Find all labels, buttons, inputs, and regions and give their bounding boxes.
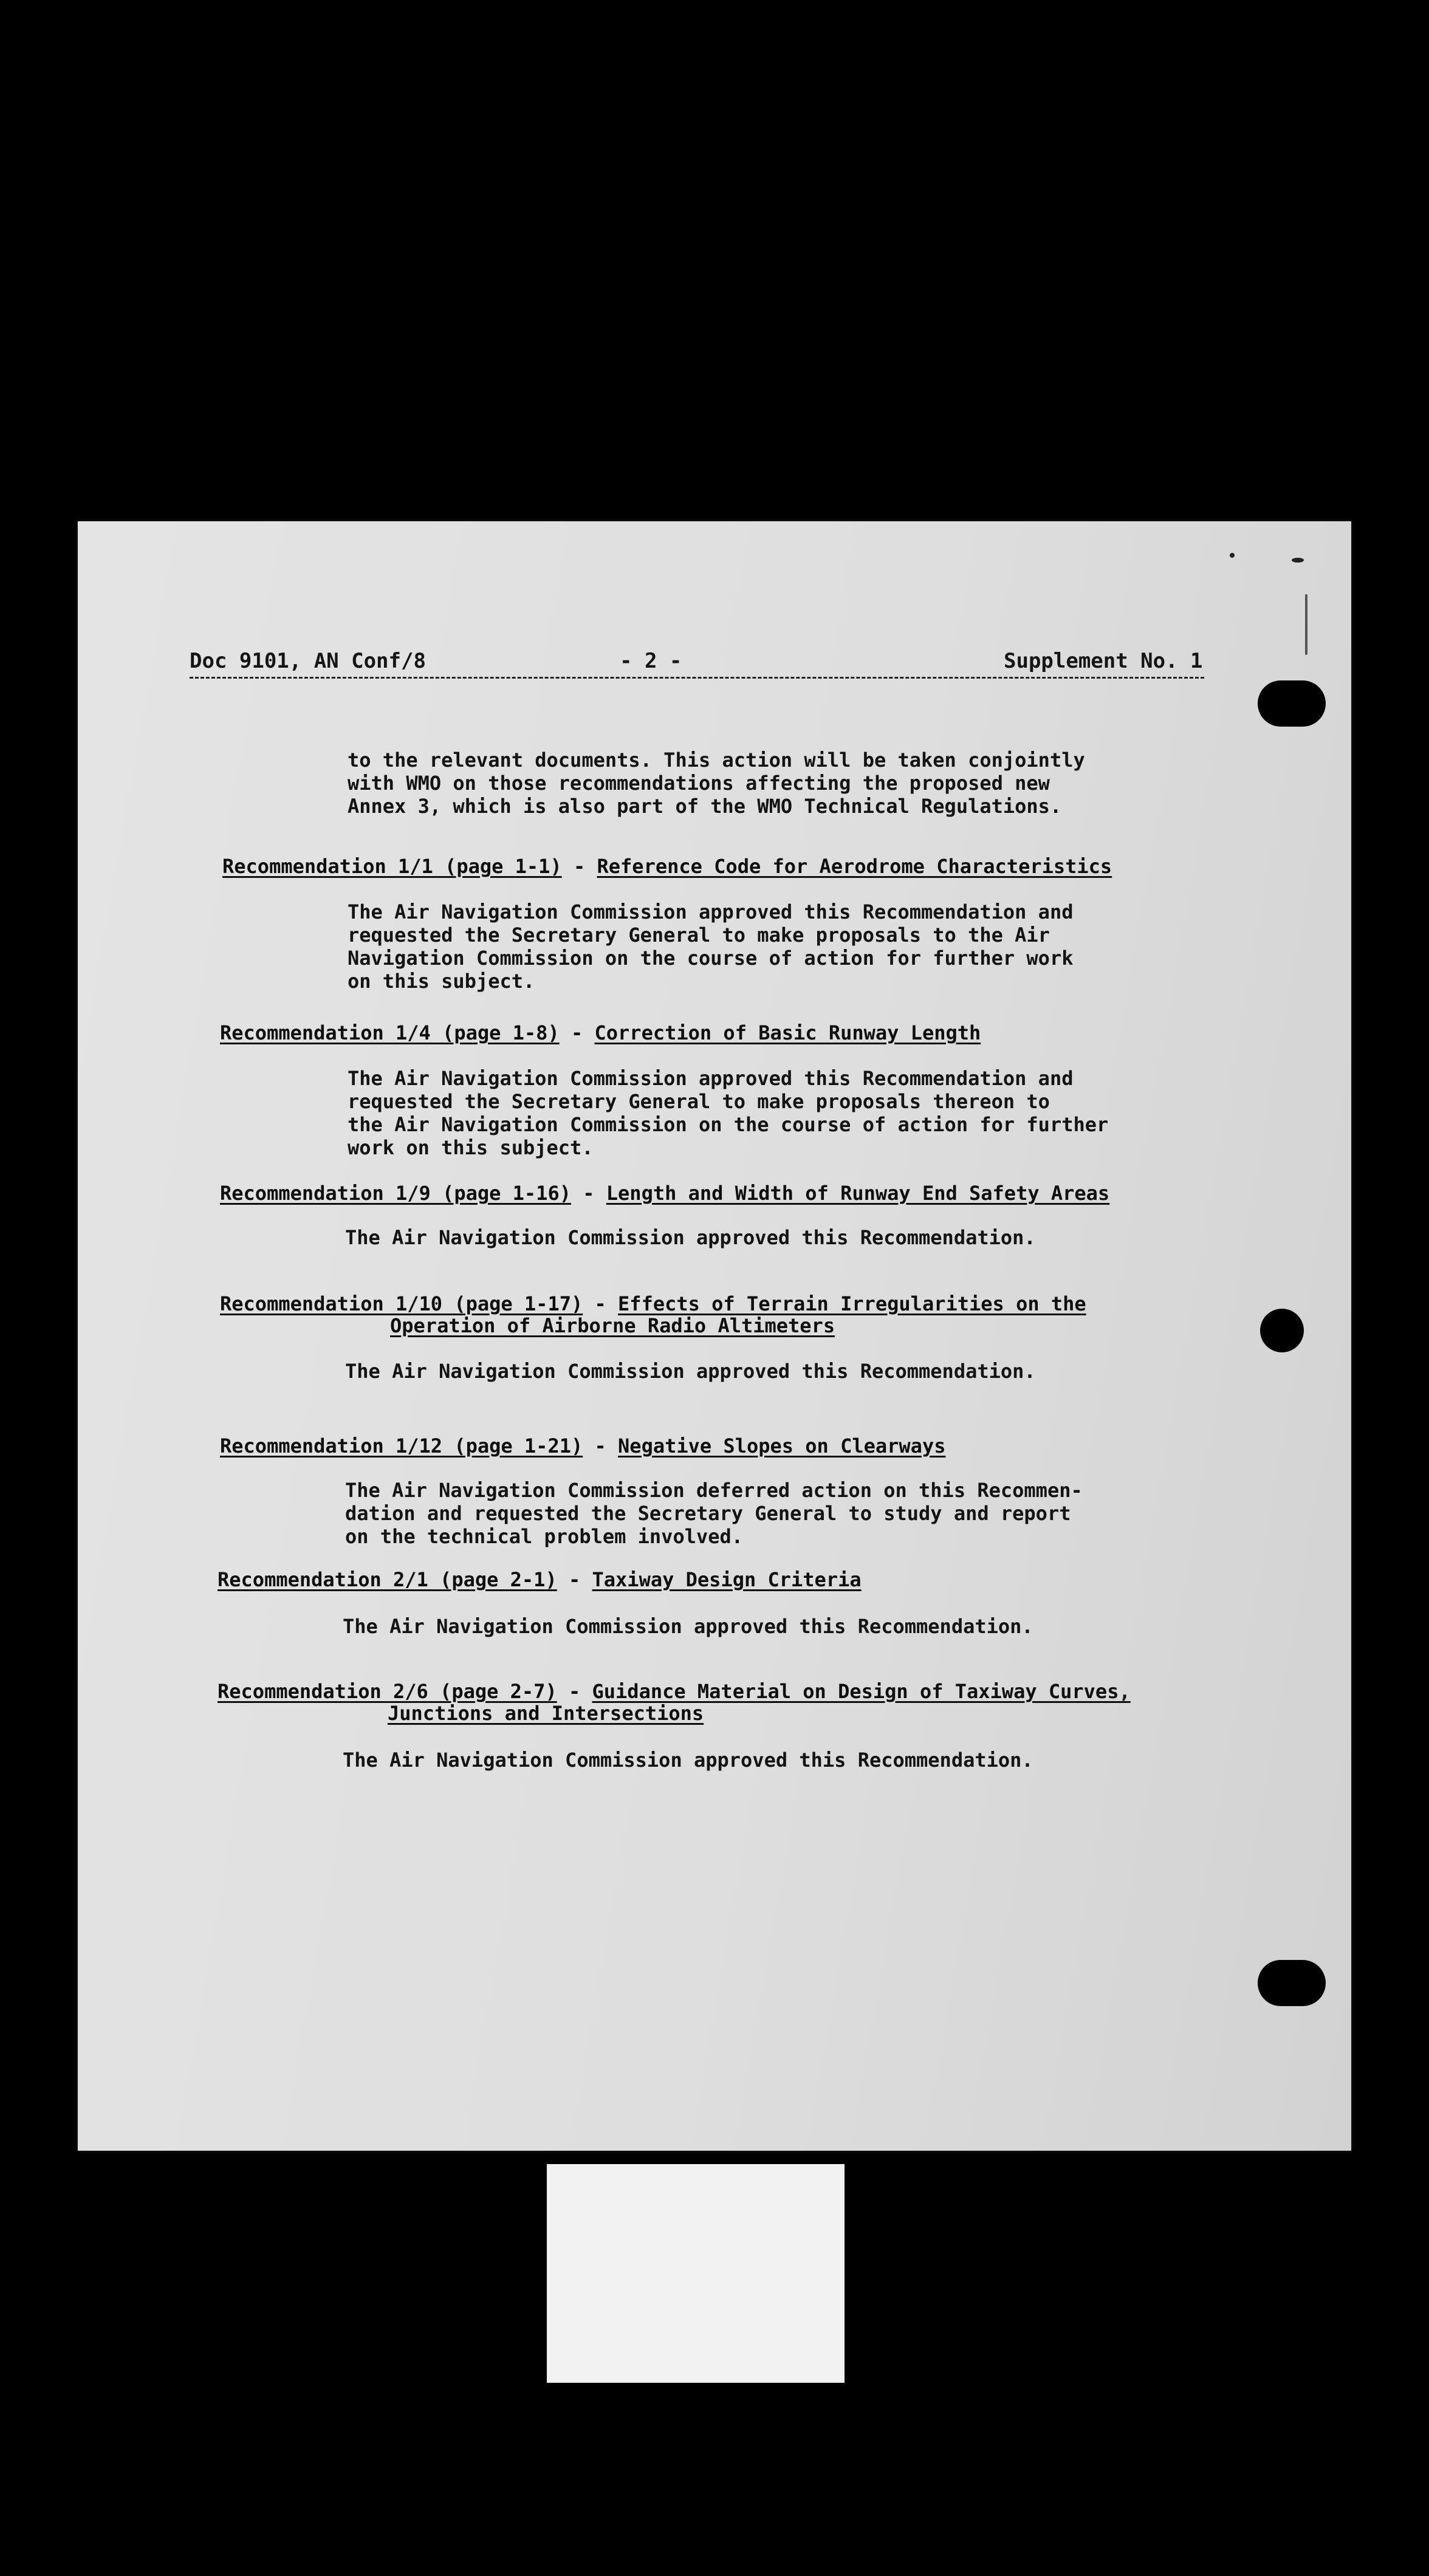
text-line: dation and requested the Secretary General to study and report — [345, 1502, 1071, 1525]
supplement-number: Supplement No. 1 — [1004, 649, 1203, 673]
recommendation-ref: Recommendation 2/1 (page 2-1) — [218, 1568, 557, 1591]
recommendation-title-continued: Operation of Airborne Radio Altimeters — [390, 1314, 835, 1337]
text-line: The Air Navigation Commission approved this Recommendation. — [345, 1226, 1036, 1249]
recommendation-title: Guidance Material on Design of Taxiway Curves, — [592, 1680, 1131, 1703]
recommendation-heading: Recommendation 1/12 (page 1-21) - Negative Slopes on Clearways — [220, 1434, 946, 1458]
page-header — [190, 649, 1204, 679]
recommendation-title-continued: Junctions and Intersections — [388, 1702, 704, 1725]
recommendation-title: Reference Code for Aerodrome Characteristics — [597, 855, 1112, 878]
intro-paragraph — [348, 748, 1085, 818]
recommendation-heading: Recommendation 1/10 (page 1-17) - Effects of Terrain Irregularities on the Operation of Airborne Radio Altimeters — [220, 1292, 1086, 1337]
recommendation-body — [348, 1067, 1108, 1159]
text-line: The Air Navigation Commission deferred action on this Recommen- — [345, 1479, 1083, 1502]
recommendation-title: Taxiway Design Criteria — [592, 1568, 862, 1591]
text-line: The Air Navigation Commission approved this Recommendation. — [343, 1749, 1033, 1772]
scan-speck — [1292, 558, 1304, 563]
recommendation-body — [343, 1615, 1033, 1638]
text-line: Annex 3, which is also part of the WMO Technical Regulations. — [348, 795, 1062, 818]
text-line: The Air Navigation Commission approved this Recommendation. — [345, 1360, 1036, 1383]
recommendation-heading: Recommendation 2/1 (page 2-1) - Taxiway Design Criteria — [218, 1568, 862, 1591]
doc-number: Doc 9101, AN Conf/8 — [190, 649, 426, 673]
recommendation-heading: Recommendation 1/4 (page 1-8) - Correction of Basic Runway Length — [220, 1021, 981, 1044]
text-line: the Air Navigation Commission on the course of action for further — [348, 1113, 1109, 1136]
page-number: - 2 - — [620, 649, 682, 673]
scan-speck — [1230, 553, 1235, 558]
text-line: The Air Navigation Commission approved this Recommendation and — [348, 1067, 1074, 1090]
text-line: requested the Secretary General to make proposals thereon to — [348, 1090, 1050, 1113]
punch-hole-bottom — [1258, 1960, 1326, 2006]
text-line: to the relevant documents. This action will be taken conjointly — [348, 748, 1085, 772]
recommendation-body — [343, 1749, 1033, 1772]
text-line: with WMO on those recommendations affecting the proposed new — [348, 772, 1050, 795]
recommendation-title: Negative Slopes on Clearways — [618, 1434, 946, 1458]
recommendation-body — [345, 1226, 1036, 1249]
recommendation-title: Length and Width of Runway End Safety Areas — [606, 1182, 1110, 1205]
recommendation-heading: Recommendation 2/6 (page 2-7) - Guidance Material on Design of Taxiway Curves, Junctions and Intersections — [218, 1680, 1131, 1725]
recommendation-title: Effects of Terrain Irregularities on the — [618, 1292, 1086, 1315]
text-line: The Air Navigation Commission approved this Recommendation and — [348, 900, 1074, 923]
recommendation-body — [348, 900, 1073, 993]
text-line: The Air Navigation Commission approved this Recommendation. — [343, 1615, 1033, 1638]
text-line: on the technical problem involved. — [345, 1525, 744, 1548]
scan-card — [547, 2164, 845, 2383]
recommendation-ref: Recommendation 1/12 (page 1-21) — [220, 1434, 583, 1458]
punch-hole-top — [1258, 680, 1326, 727]
recommendation-ref: Recommendation 1/9 (page 1-16) — [220, 1182, 571, 1205]
scan-speck — [1305, 594, 1307, 655]
recommendation-body — [345, 1479, 1083, 1548]
recommendation-heading: Recommendation 1/9 (page 1-16) - Length and Width of Runway End Safety Areas — [220, 1182, 1110, 1205]
recommendation-title: Correction of Basic Runway Length — [594, 1021, 981, 1044]
recommendation-ref: Recommendation 1/4 (page 1-8) — [220, 1021, 560, 1044]
punch-hole-middle — [1260, 1309, 1304, 1352]
recommendation-body — [345, 1360, 1036, 1383]
text-line: work on this subject. — [348, 1136, 594, 1159]
header-rule — [190, 677, 1204, 679]
text-line: on this subject. — [348, 970, 535, 993]
recommendation-ref: Recommendation 1/10 (page 1-17) — [220, 1292, 583, 1315]
recommendation-ref: Recommendation 2/6 (page 2-7) — [218, 1680, 557, 1703]
text-line: requested the Secretary General to make proposals to the Air — [348, 923, 1050, 947]
document-page — [78, 521, 1351, 2151]
recommendation-ref: Recommendation 1/1 (page 1-1) — [222, 855, 562, 878]
recommendation-heading: Recommendation 1/1 (page 1-1) - Reference Code for Aerodrome Characteristics — [222, 855, 1112, 878]
text-line: Navigation Commission on the course of action for further work — [348, 947, 1074, 970]
